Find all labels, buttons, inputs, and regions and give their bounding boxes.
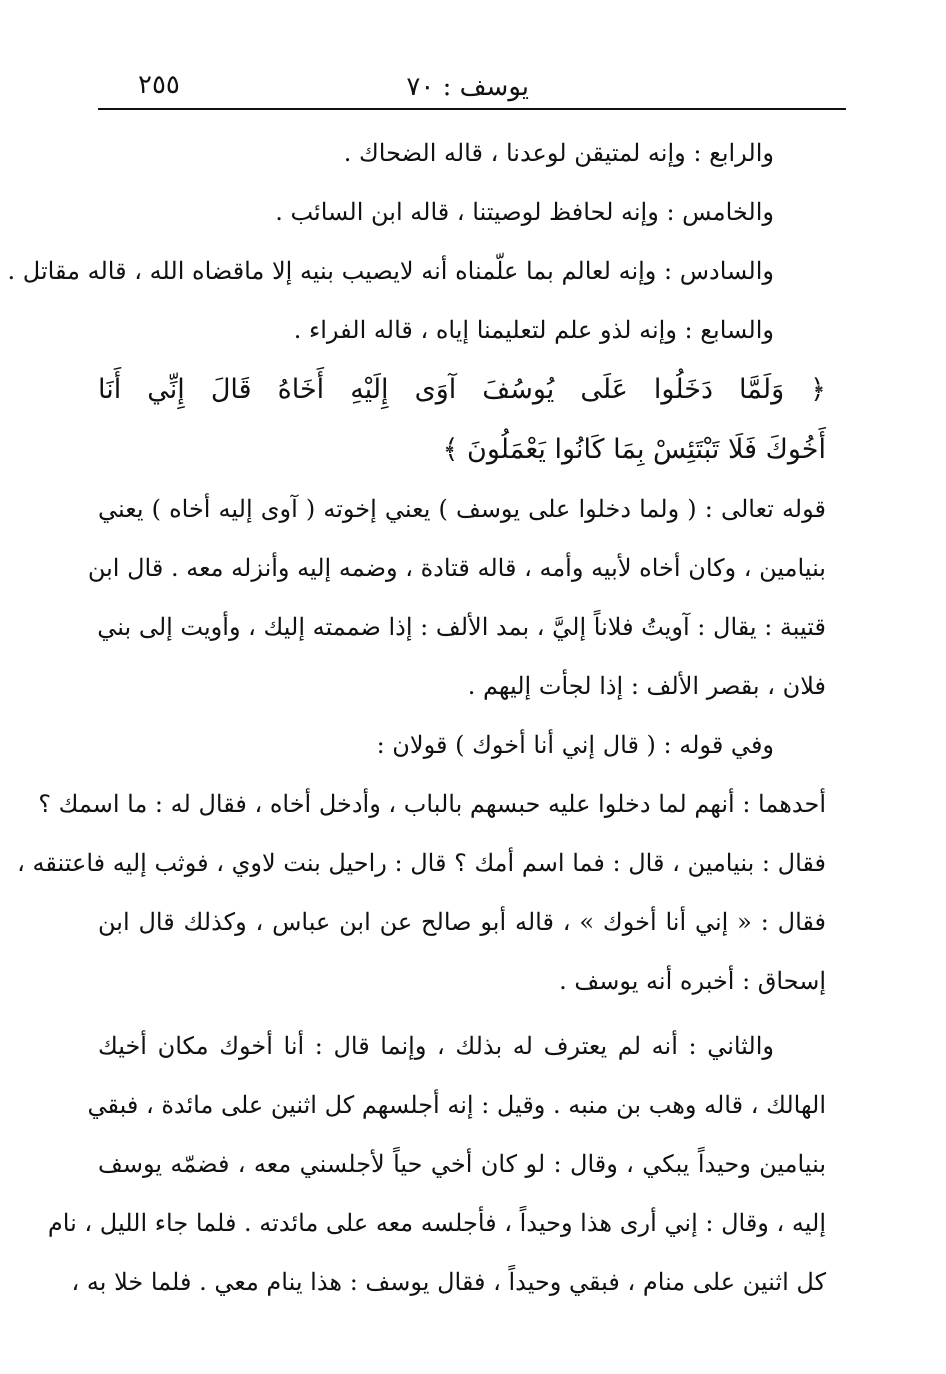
text-line: قوله تعالى : ( ولما دخلوا على يوسف ) يعني إخوته ( آوى إليه أخاه ) يعني (98, 495, 826, 523)
text-line: بنيامين ، وكان أخاه لأبيه وأمه ، قاله قتادة ، وضمه إليه وأنزله معه . قال ابن (87, 554, 826, 582)
header-divider (98, 108, 846, 110)
text-line: فقال : بنيامين ، قال : فما اسم أمك ؟ قال : راحيل بنت لاوي ، فوثب إليه فاعتنقه ، (17, 849, 826, 877)
page-number: ٢٥٥ (138, 70, 180, 100)
text-line: والسادس : وإنه لعالم بما علّمناه أنه لايصيب بنيه إلا ماقضاه الله ، قاله مقاتل . (7, 257, 774, 285)
text-line: والخامس : وإنه لحافظ لوصيتنا ، قاله ابن السائب . (275, 198, 774, 226)
text-line: وفي قوله : ( قال إني أنا أخوك ) قولان : (376, 731, 774, 759)
page-header (100, 66, 845, 106)
text-line: فقال : « إني أنا أخوك » ، قاله أبو صالح عن ابن عباس ، وكذلك قال ابن (98, 908, 826, 936)
text-line: فلان ، بقصر الألف : إذا لجأت إليهم . (467, 672, 826, 700)
text-line: والثاني : أنه لم يعترف له بذلك ، وإنما قال : أنا أخوك مكان أخيك (98, 1032, 774, 1060)
text-line: والرابع : وإنه لمتيقن لوعدنا ، قاله الضحاك . (343, 139, 774, 167)
text-line: أحدهما : أنهم لما دخلوا عليه حبسهم بالباب ، وأدخل أخاه ، فقال له : ما اسمك ؟ (38, 790, 826, 818)
surah-verse-title: يوسف : ٧٠ (406, 72, 529, 102)
text-line: الهالك ، قاله وهب بن منبه . وقيل : إنه أجلسهم كل اثنين على مائدة ، فبقي (87, 1091, 826, 1119)
text-line: إليه ، وقال : إني أرى هذا وحيداً ، فأجلسه معه على مائدته . فلما جاء الليل ، نام (47, 1209, 826, 1237)
text-line: والسابع : وإنه لذو علم لتعليمنا إياه ، قاله الفراء . (293, 316, 774, 344)
text-line: كل اثنين على منام ، فبقي وحيداً ، فقال يوسف : هذا ينام معي . فلما خلا به ، (71, 1268, 826, 1296)
text-line: إسحاق : أخبره أنه يوسف . (559, 967, 826, 995)
text-line: قتيبة : يقال : آويتُ فلاناً إليَّ ، بمد الألف : إذا ضممته إليك ، وأويت إلى بني (97, 613, 826, 641)
quran-verse-line: ﴿ وَلَمَّا دَخَلُوا عَلَى يُوسُفَ آوَى إِلَيْهِ أَخَاهُ قَالَ إِنِّي أَنَا (98, 374, 826, 405)
commentary-body (7, 124, 826, 1312)
quran-verse-line: أَخُوكَ فَلَا تَبْتَئِسْ بِمَا كَانُوا يَعْمَلُونَ ﴾ (442, 434, 826, 465)
text-line: بنيامين وحيداً يبكي ، وقال : لو كان أخي حياً لأجلسني معه ، فضمّه يوسف (98, 1150, 826, 1178)
